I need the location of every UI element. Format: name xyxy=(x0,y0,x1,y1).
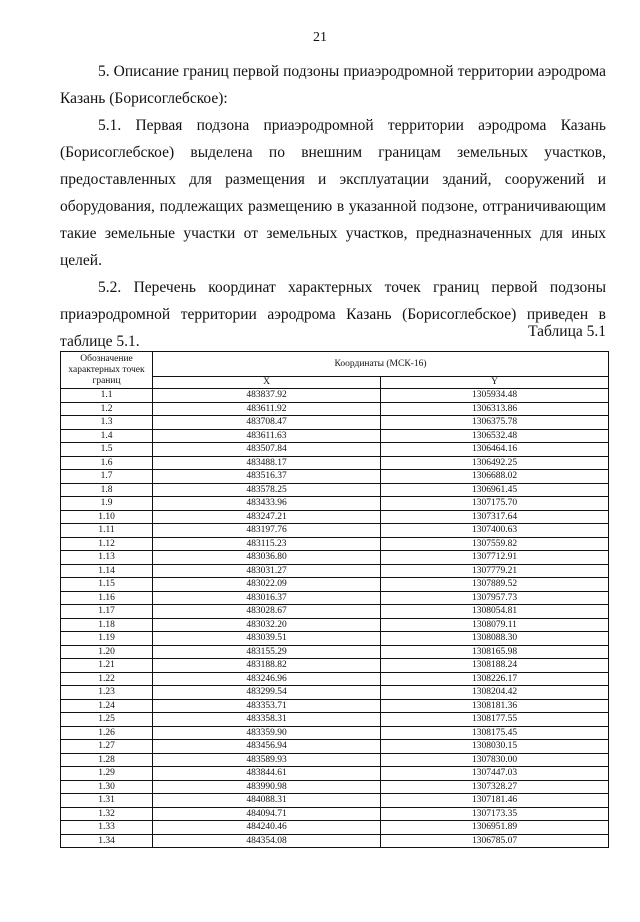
cell-point: 1.24 xyxy=(61,699,153,713)
cell-x: 483353.71 xyxy=(153,699,381,713)
table-body xyxy=(61,389,609,848)
cell-x: 483359.90 xyxy=(153,726,381,740)
table-row xyxy=(61,591,609,605)
cell-y: 1307317.64 xyxy=(381,510,609,524)
table-row xyxy=(61,659,609,673)
table-row xyxy=(61,605,609,619)
cell-x: 483188.82 xyxy=(153,659,381,673)
cell-point: 1.33 xyxy=(61,821,153,835)
table-row xyxy=(61,632,609,646)
table-row xyxy=(61,416,609,430)
cell-x: 483708.47 xyxy=(153,416,381,430)
cell-point: 1.21 xyxy=(61,659,153,673)
cell-x: 483358.31 xyxy=(153,713,381,727)
cell-point: 1.32 xyxy=(61,807,153,821)
cell-y: 1308177.55 xyxy=(381,713,609,727)
cell-x: 483036.80 xyxy=(153,551,381,565)
cell-point: 1.8 xyxy=(61,483,153,497)
cell-x: 483611.63 xyxy=(153,429,381,443)
table-row xyxy=(61,767,609,781)
cell-x: 483039.51 xyxy=(153,632,381,646)
cell-point: 1.2 xyxy=(61,402,153,416)
cell-point: 1.3 xyxy=(61,416,153,430)
table-row xyxy=(61,510,609,524)
table-row xyxy=(61,821,609,835)
cell-point: 1.31 xyxy=(61,794,153,808)
paragraph-5: 5. Описание границ первой подзоны приаэродромной территории аэродрома Казань (Борисоглебское): xyxy=(60,63,606,107)
cell-point: 1.13 xyxy=(61,551,153,565)
cell-x: 483844.61 xyxy=(153,767,381,781)
cell-y: 1306492.25 xyxy=(381,456,609,470)
table-row xyxy=(61,686,609,700)
cell-x: 483837.92 xyxy=(153,389,381,403)
cell-y: 1306961.45 xyxy=(381,483,609,497)
cell-y: 1307779.21 xyxy=(381,564,609,578)
table-row xyxy=(61,713,609,727)
cell-x: 484088.31 xyxy=(153,794,381,808)
table-row xyxy=(61,551,609,565)
cell-point: 1.34 xyxy=(61,834,153,848)
table-row xyxy=(61,780,609,794)
cell-x: 483456.94 xyxy=(153,740,381,754)
table-row xyxy=(61,578,609,592)
cell-y: 1307328.27 xyxy=(381,780,609,794)
cell-x: 483016.37 xyxy=(153,591,381,605)
cell-x: 483589.93 xyxy=(153,753,381,767)
cell-x: 483115.23 xyxy=(153,537,381,551)
cell-x: 483507.84 xyxy=(153,443,381,457)
cell-y: 1308188.24 xyxy=(381,659,609,673)
cell-x: 483246.96 xyxy=(153,672,381,686)
table-row xyxy=(61,753,609,767)
cell-point: 1.22 xyxy=(61,672,153,686)
cell-y: 1307400.63 xyxy=(381,524,609,538)
cell-point: 1.27 xyxy=(61,740,153,754)
cell-point: 1.14 xyxy=(61,564,153,578)
cell-x: 483155.29 xyxy=(153,645,381,659)
header-point: Обозначение характерных точек границ xyxy=(61,352,153,389)
cell-x: 483247.21 xyxy=(153,510,381,524)
cell-point: 1.29 xyxy=(61,767,153,781)
coordinates-table xyxy=(60,351,609,848)
cell-x: 483611.92 xyxy=(153,402,381,416)
cell-y: 1306785.07 xyxy=(381,834,609,848)
cell-y: 1308054.81 xyxy=(381,605,609,619)
table-row xyxy=(61,483,609,497)
table-row xyxy=(61,524,609,538)
cell-x: 484240.46 xyxy=(153,821,381,835)
cell-point: 1.12 xyxy=(61,537,153,551)
paragraph-5-2: 5.2. Перечень координат характерных точек границ первой подзоны приаэродромной территории аэродрома Казань (Борисоглебское) приведен в таблице 5.1. xyxy=(60,279,606,350)
table-row xyxy=(61,699,609,713)
cell-x: 484094.71 xyxy=(153,807,381,821)
table-row xyxy=(61,564,609,578)
table-row xyxy=(61,443,609,457)
table-row xyxy=(61,456,609,470)
table-row xyxy=(61,618,609,632)
cell-point: 1.30 xyxy=(61,780,153,794)
cell-y: 1306951.89 xyxy=(381,821,609,835)
cell-y: 1307957.73 xyxy=(381,591,609,605)
cell-y: 1307712.91 xyxy=(381,551,609,565)
table-row xyxy=(61,497,609,511)
cell-point: 1.18 xyxy=(61,618,153,632)
cell-y: 1308226.17 xyxy=(381,672,609,686)
table-header-row xyxy=(61,352,609,377)
cell-y: 1305934.48 xyxy=(381,389,609,403)
table-row xyxy=(61,389,609,403)
section-text xyxy=(60,58,606,355)
table-row xyxy=(61,740,609,754)
table-row xyxy=(61,645,609,659)
cell-point: 1.17 xyxy=(61,605,153,619)
header-y: Y xyxy=(381,377,609,389)
table-row xyxy=(61,402,609,416)
cell-y: 1308079.11 xyxy=(381,618,609,632)
cell-y: 1308165.98 xyxy=(381,645,609,659)
cell-y: 1307889.52 xyxy=(381,578,609,592)
cell-x: 483516.37 xyxy=(153,470,381,484)
cell-y: 1308088.30 xyxy=(381,632,609,646)
table-row xyxy=(61,429,609,443)
cell-point: 1.6 xyxy=(61,456,153,470)
table-row xyxy=(61,794,609,808)
cell-point: 1.11 xyxy=(61,524,153,538)
cell-point: 1.5 xyxy=(61,443,153,457)
cell-point: 1.26 xyxy=(61,726,153,740)
cell-y: 1306464.16 xyxy=(381,443,609,457)
cell-point: 1.10 xyxy=(61,510,153,524)
cell-x: 483022.09 xyxy=(153,578,381,592)
cell-point: 1.23 xyxy=(61,686,153,700)
cell-y: 1307559.82 xyxy=(381,537,609,551)
page-number: 21 xyxy=(313,30,327,45)
cell-y: 1308181.36 xyxy=(381,699,609,713)
cell-point: 1.20 xyxy=(61,645,153,659)
cell-x: 483433.96 xyxy=(153,497,381,511)
cell-point: 1.28 xyxy=(61,753,153,767)
cell-y: 1306532.48 xyxy=(381,429,609,443)
cell-y: 1307447.03 xyxy=(381,767,609,781)
cell-x: 483990.98 xyxy=(153,780,381,794)
table-row xyxy=(61,672,609,686)
cell-y: 1307181.46 xyxy=(381,794,609,808)
cell-point: 1.9 xyxy=(61,497,153,511)
cell-point: 1.4 xyxy=(61,429,153,443)
cell-y: 1306688.02 xyxy=(381,470,609,484)
cell-point: 1.16 xyxy=(61,591,153,605)
table-row xyxy=(61,807,609,821)
cell-x: 483299.54 xyxy=(153,686,381,700)
cell-point: 1.7 xyxy=(61,470,153,484)
cell-point: 1.15 xyxy=(61,578,153,592)
paragraph-5-1: 5.1. Первая подзона приаэродромной территории аэродрома Казань (Борисоглебское) выделена по внешним границам земельных участков, предоставленных для размещения и эксплуатации зданий, сооружений и оборудования, подлежащих размещению в указанной подзоне, отграничивающим такие земельные участки от земельных участков, предназначенных для иных целей. xyxy=(60,117,606,269)
cell-y: 1307175.70 xyxy=(381,497,609,511)
cell-x: 483032.20 xyxy=(153,618,381,632)
cell-y: 1307830.00 xyxy=(381,753,609,767)
header-coordinates: Координаты (МСК-16) xyxy=(153,352,609,377)
cell-x: 483031.27 xyxy=(153,564,381,578)
cell-y: 1308204.42 xyxy=(381,686,609,700)
cell-y: 1308175.45 xyxy=(381,726,609,740)
table-row xyxy=(61,470,609,484)
cell-y: 1306375.78 xyxy=(381,416,609,430)
cell-point: 1.25 xyxy=(61,713,153,727)
cell-x: 483197.76 xyxy=(153,524,381,538)
table-caption: Таблица 5.1 xyxy=(528,323,606,340)
cell-x: 484354.08 xyxy=(153,834,381,848)
cell-x: 483028.67 xyxy=(153,605,381,619)
table-row xyxy=(61,726,609,740)
cell-x: 483488.17 xyxy=(153,456,381,470)
header-x: X xyxy=(153,377,381,389)
table-row xyxy=(61,537,609,551)
cell-point: 1.19 xyxy=(61,632,153,646)
table-row xyxy=(61,834,609,848)
cell-y: 1308030.15 xyxy=(381,740,609,754)
cell-x: 483578.25 xyxy=(153,483,381,497)
cell-point: 1.1 xyxy=(61,389,153,403)
cell-y: 1307173.35 xyxy=(381,807,609,821)
cell-y: 1306313.86 xyxy=(381,402,609,416)
